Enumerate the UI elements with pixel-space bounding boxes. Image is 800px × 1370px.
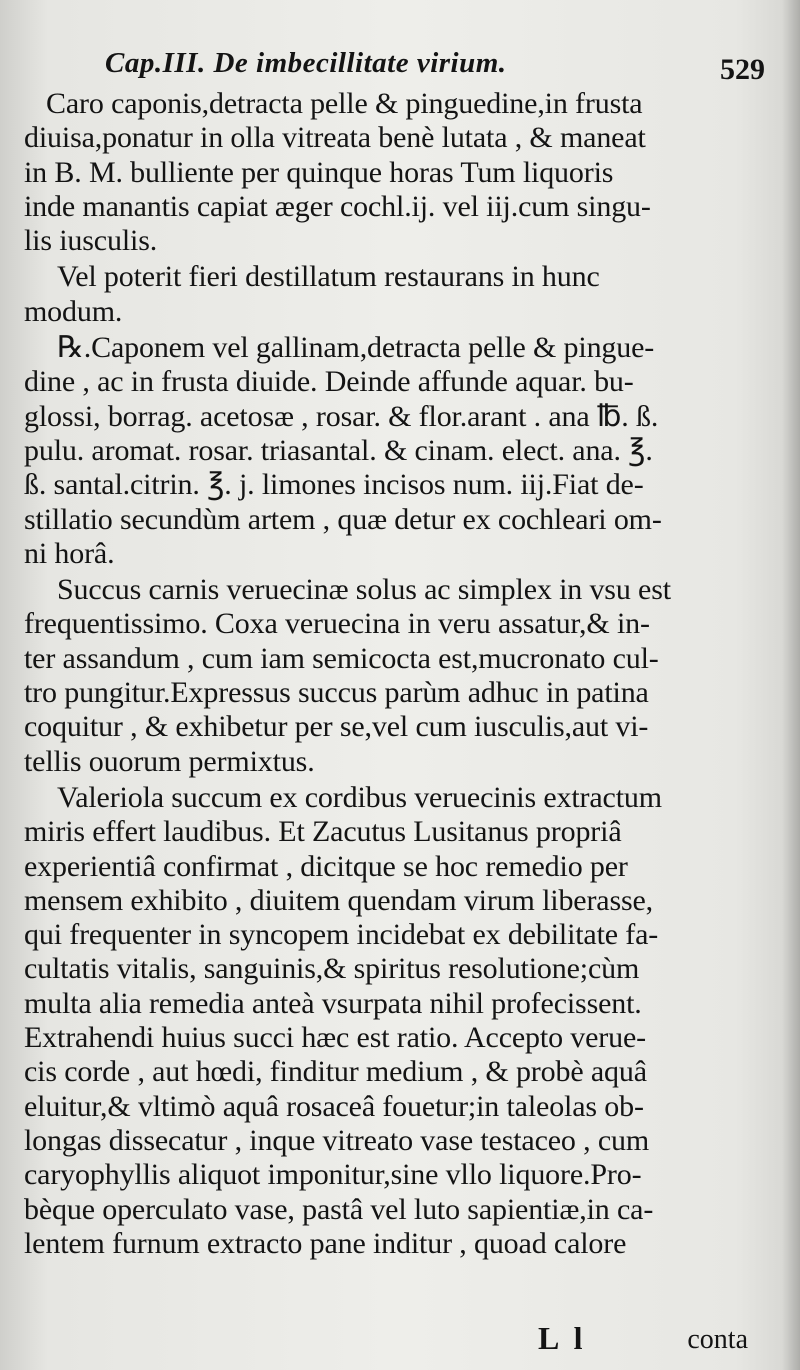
text-line: ter assandum , cum iam semicocta est,mucronato cul- [24,641,659,675]
catchword: conta [687,1324,748,1355]
text-line: coquitur , & exhibetur per se,vel cum iusculis,aut vi- [24,710,649,744]
text-line: bèque operculato vase, pastâ vel luto sapientiæ,in ca- [24,1192,654,1226]
text-line: caryophyllis aliquot imponitur,sine vllo liquore.Pro- [24,1158,642,1192]
text-line: stillatio secundùm artem , quæ detur ex cochleari om- [24,502,662,536]
text-line: mensem exhibito , diuitem quendam virum liberasse, [24,883,654,917]
text-line: miris effert laudibus. Et Zacutus Lusitanus propriâ [24,815,622,849]
running-head: Cap.III. De imbecillitate virium. [105,47,507,79]
text-line: lentem furnum extracto pane inditur , quoad calore [24,1226,627,1260]
text-line: longas dissecatur , inque vitreato vase testaceo , cum [24,1123,650,1157]
paragraph [24,781,749,1261]
text-line: ℞.Caponem vel gallinam,detracta pelle & pingue- [57,331,655,365]
text-line: Succus carnis veruecinæ solus ac simplex in vsu est [57,573,671,607]
text-line: tellis ouorum permixtus. [24,744,315,778]
text-line: cis corde , aut hœdi, finditur medium , & probè aquâ [24,1055,647,1089]
text-line: Vel poterit fieri destillatum restaurans in hunc [57,260,600,294]
page-edge-shadow [782,0,800,1370]
text-line: Valeriola succum ex cordibus veruecinis extractum [57,780,662,814]
paragraph [24,87,749,258]
text-line: Caro caponis,detracta pelle & pinguedine,in frusta [46,87,643,120]
text-line: tro pungitur.Expressus succus parùm adhuc in patina [24,676,649,710]
paragraph [24,331,749,571]
text-line: multa alia remedia anteà vsurpata nihil profecissent. [24,986,642,1020]
text-line: ß. santal.citrin. ℥. j. limones incisos num. iij.Fiat de- [24,468,644,502]
text-line: pulu. aromat. rosar. triasantal. & cinam. elect. ana. ℥. [24,433,653,467]
page-number: 529 [720,53,765,86]
text-line: dine , ac in frusta diuide. Deinde affunde aquar. bu- [24,365,634,399]
text-line: experientiâ confirmat , dicitque se hoc remedio per [24,849,628,883]
text-line: in B. M. bulliente per quinque horas Tum liquoris [24,155,614,189]
signature-mark: L l [538,1320,587,1356]
text-line: frequentissimo. Coxa veruecina in veru assatur,& in- [24,607,650,641]
text-line: lis iusculis. [24,224,158,258]
page-footer [0,1320,800,1360]
text-line: cultatis vitalis, sanguinis,& spiritus resolutione;cùm [24,952,640,986]
text-line: ni horâ. [24,536,115,570]
text-line: modum. [24,294,123,328]
text-line: inde manantis capiat æger cochl.ij. vel iij.cum singu- [24,189,651,223]
text-line: diuisa,ponatur in olla vitreata benè lutata , & maneat [24,121,646,155]
text-line: Extrahendi huius succi hæc est ratio. Accepto verue- [24,1021,646,1055]
text-line: glossi, borrag. acetosæ , rosar. & flor.arant . ana ℔. ß. [24,399,659,433]
body-text [24,87,749,1263]
text-line: eluitur,& vltimò aquâ rosaceâ fouetur;in taleolas ob- [24,1089,644,1123]
text-line: qui frequenter in syncopem incidebat ex debilitate fa- [24,918,659,952]
paragraph [24,260,749,329]
paragraph [24,573,749,779]
